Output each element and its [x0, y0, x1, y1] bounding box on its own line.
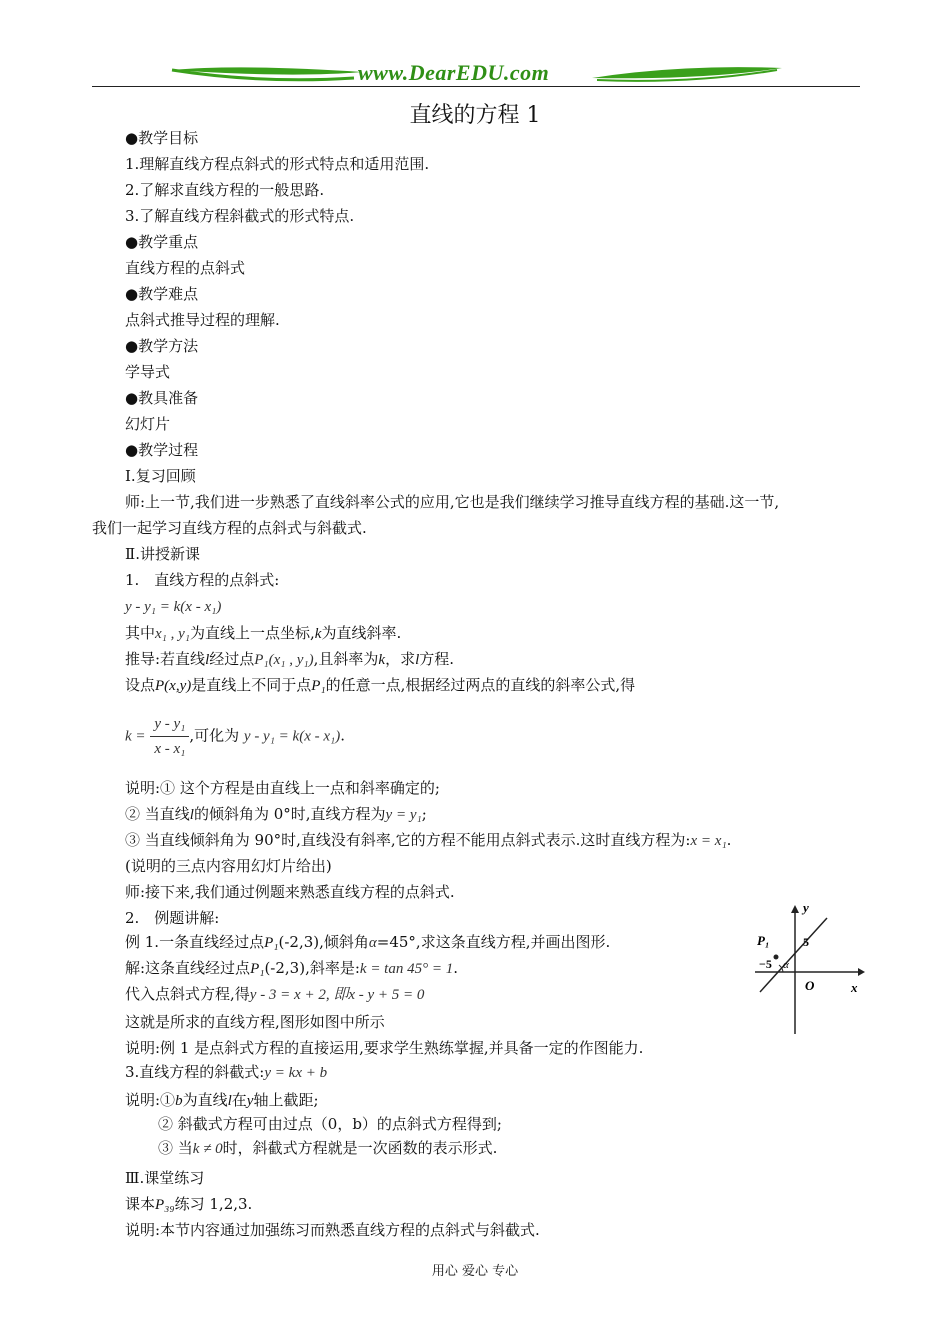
text: 为直线斜率. — [321, 624, 402, 642]
subsection-new: Ⅱ.讲授新课 — [125, 545, 200, 563]
text: (-2,3),斜率是: — [264, 959, 360, 977]
text: 方程. — [419, 650, 455, 668]
text-line — [125, 623, 401, 644]
point-p1 — [774, 955, 779, 960]
text: 为直线上一点坐标, — [190, 624, 315, 642]
angle-label: α — [783, 959, 789, 971]
text-line: 这就是所求的直线方程,图形如图中所示 — [125, 1013, 385, 1031]
math: y = kx + b — [264, 1065, 328, 1081]
text: 时，斜截式方程就是一次函数的表示形式. — [222, 1139, 498, 1157]
formula-point-slope: y - y₁ = k(x - x₁) — [125, 599, 222, 615]
text: . — [726, 831, 732, 849]
site-logo[interactable]: www.DearEDU.com — [358, 60, 550, 85]
text: ③ 当 — [158, 1139, 193, 1157]
math: y = y₁ — [385, 807, 422, 823]
fraction — [150, 712, 189, 761]
math: y - 3 = x + 2, 即x - y + 5 = 0 — [249, 987, 425, 1003]
math: x = x₁ — [690, 833, 727, 849]
text: . — [340, 726, 346, 745]
text-line: 师:上一节,我们进一步熟悉了直线斜率公式的应用,它也是我们继续学习推导直线方程的基础.这一节, — [125, 493, 780, 511]
math: x₁ , y₁ — [155, 626, 191, 642]
text: 经过点 — [209, 650, 255, 668]
figure-svg — [755, 900, 870, 1035]
text: 推导:若直线 — [125, 650, 206, 668]
text: 是直线上不同于点 — [191, 676, 312, 694]
text: 在 — [231, 1091, 247, 1109]
math: y — [246, 1093, 254, 1109]
text-line — [158, 1138, 497, 1159]
text-line — [125, 932, 610, 953]
text-line — [125, 649, 454, 670]
text-line — [125, 958, 458, 979]
text-line — [125, 675, 635, 696]
math: l — [205, 652, 210, 668]
x-intercept-label: −5 — [759, 957, 772, 971]
text: ② 当直线 — [125, 805, 190, 823]
text-line — [125, 1194, 252, 1215]
text-line: 幻灯片 — [125, 415, 171, 433]
text-line — [125, 1090, 319, 1111]
y-intercept-label: 5 — [803, 935, 809, 949]
math: α — [368, 935, 377, 951]
text: 代入点斜式方程,得 — [125, 985, 250, 1003]
text-line: 师:接下来,我们通过例题来熟悉直线方程的点斜式. — [125, 883, 455, 901]
text: ; — [421, 805, 427, 823]
math: k — [314, 626, 322, 642]
math: P₁(x₁ , y₁) — [254, 652, 314, 668]
text-line: 2.了解求直线方程的一般思路. — [125, 181, 325, 199]
text-line — [125, 830, 731, 851]
text: 轴上截距; — [253, 1091, 319, 1109]
text: 例 1.一条直线经过点 — [125, 933, 265, 951]
text: ，求 — [385, 650, 416, 668]
line-graph — [760, 918, 827, 992]
math: P₁ — [264, 935, 279, 951]
text-line: (说明的三点内容用幻灯片给出) — [125, 857, 332, 875]
section-difficulty: ●教学难点 — [125, 285, 199, 303]
text-line: 直线方程的点斜式 — [125, 259, 246, 277]
math: l — [227, 1093, 232, 1109]
text-line: ② 斜截式方程可由过点（0，b）的点斜式方程得到; — [158, 1115, 502, 1133]
footer-slogan: 用心 爱心 专心 — [431, 1264, 519, 1279]
text: 说明:① — [125, 1091, 176, 1109]
text-line: 3.了解直线方程斜截式的形式特点. — [125, 207, 355, 225]
text: 练习 1,2,3. — [174, 1195, 253, 1213]
math: l — [189, 807, 194, 823]
section-process: ●教学过程 — [125, 441, 199, 459]
text: . — [453, 959, 459, 977]
y-axis-label: y — [803, 900, 809, 915]
text-line — [125, 804, 427, 825]
x-axis-label: x — [851, 980, 858, 995]
text: ,且斜率为 — [313, 650, 379, 668]
y-axis-arrow — [791, 905, 799, 913]
text: 3.直线方程的斜截式: — [125, 1063, 265, 1081]
subsection-review: Ⅰ.复习回顾 — [125, 467, 196, 485]
text: 解:这条直线经过点 — [125, 959, 251, 977]
math: b — [175, 1093, 183, 1109]
subsection-practice: Ⅲ.课堂练习 — [125, 1169, 205, 1187]
section-method: ●教学方法 — [125, 337, 199, 355]
text: (-2,3),倾斜角 — [278, 933, 369, 951]
math: k = — [125, 728, 146, 745]
text-line: 2. 例题讲解: — [125, 909, 220, 927]
header-rule — [92, 86, 860, 87]
section-objectives: ●教学目标 — [125, 129, 199, 147]
text: 的任意一点,根据经过两点的直线的斜率公式,得 — [325, 676, 636, 694]
text: 其中 — [125, 624, 156, 642]
origin-label: O — [805, 978, 815, 993]
text: ③ 当直线倾斜角为 90°时,直线没有斜率,它的方程不能用点斜式表示.这时直线方程为: — [125, 831, 691, 849]
text-line: 1.理解直线方程点斜式的形式特点和适用范围. — [125, 155, 430, 173]
numerator: y - y₁ — [150, 712, 189, 737]
text: 课本 — [125, 1195, 156, 1213]
text-line: 说明:本节内容通过加强练习而熟悉直线方程的点斜式与斜截式. — [125, 1221, 540, 1239]
math: P₁ — [311, 678, 326, 694]
text-line: 说明:① 这个方程是由直线上一点和斜率确定的; — [125, 779, 440, 797]
section-focus: ●教学重点 — [125, 233, 199, 251]
math: y - y₁ = k(x - x₁) — [243, 728, 341, 745]
text: 为直线 — [182, 1091, 228, 1109]
text-line: 点斜式推导过程的理解. — [125, 311, 280, 329]
text: =45°,求这条直线方程,并画出图形. — [376, 933, 611, 951]
text-line — [125, 984, 424, 1005]
page-title: 直线的方程 1 — [409, 103, 541, 128]
math: k — [378, 652, 386, 668]
text-line: 学导式 — [125, 363, 171, 381]
point-label: P₁ — [757, 933, 770, 948]
x-axis-arrow — [858, 968, 865, 976]
text: 的倾斜角为 0°时,直线方程为 — [193, 805, 386, 823]
math: P₁ — [250, 961, 265, 977]
text: 设点 — [125, 676, 156, 694]
denominator: x - x₁ — [154, 741, 186, 757]
text-line: 1. 直线方程的点斜式: — [125, 571, 280, 589]
math: k = tan 45° = 1 — [359, 961, 454, 977]
math: l — [415, 652, 420, 668]
math: P₃₉ — [155, 1197, 175, 1213]
text-line — [125, 1062, 327, 1083]
line-graph-figure — [755, 900, 870, 1035]
text: ,可化为 — [189, 726, 240, 745]
section-tools: ●教具准备 — [125, 389, 199, 407]
math: k ≠ 0 — [192, 1141, 223, 1157]
math: P(x,y) — [155, 678, 192, 694]
text-line: 说明:例 1 是点斜式方程的直接运用,要求学生熟练掌握,并具备一定的作图能力. — [125, 1039, 644, 1057]
formula-derivation — [125, 712, 345, 761]
text-line: 我们一起学习直线方程的点斜式与斜截式. — [92, 519, 367, 537]
